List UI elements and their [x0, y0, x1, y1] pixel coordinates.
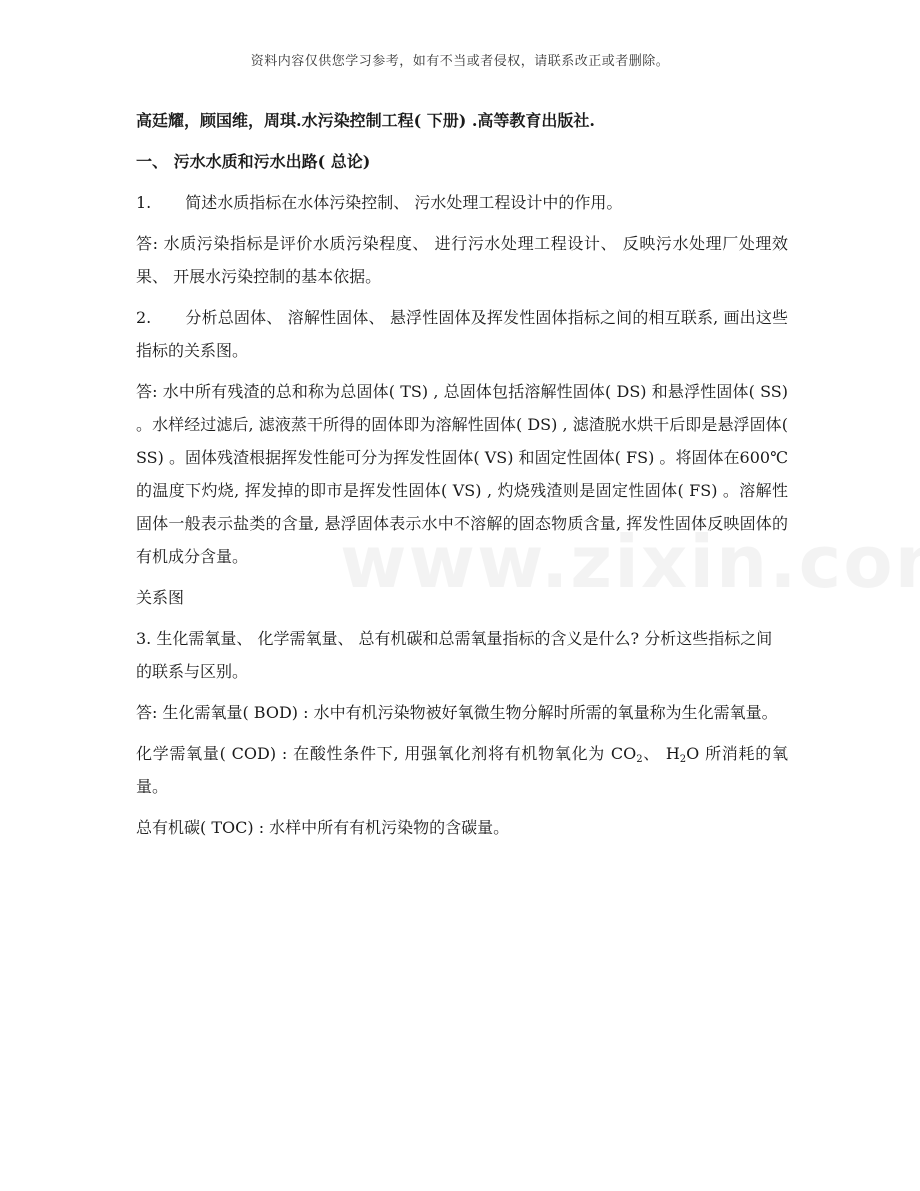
- question-number: 2.: [136, 308, 152, 327]
- question-number: 1.: [136, 193, 152, 212]
- answer-3-bod: 答: 生化需氧量( BOD) : 水中有机污染物被好氧微生物分解时所需的氧量称为生化需氧量。: [136, 703, 778, 722]
- section-heading: 一、 污水水质和污水出路( 总论): [136, 152, 371, 171]
- question-3-continued: 的联系与区别。: [136, 662, 249, 681]
- answer-3-toc: 总有机碳( TOC) : 水样中所有有机污染物的含碳量。: [136, 818, 510, 837]
- answer-3-cod: 化学需氧量( COD) : 在酸性条件下, 用强氧化剂将有机物氧化为 $CO_2$、 $H_2O$ 所消耗的氧量。: [136, 744, 788, 796]
- copyright-notice: 资料内容仅供您学习参考，如有不当或者侵权，请联系改正或者删除。: [250, 54, 670, 69]
- question-2: [136, 301, 788, 367]
- question-text: 分析总固体、 溶解性固体、 悬浮性固体及挥发性固体指标之间的相互联系, 画出这些指标的关系图。: [136, 308, 788, 360]
- diagram-label: 关系图: [136, 588, 185, 607]
- answer-2: 答: 水中所有残渣的总和称为总固体( TS) , 总固体包括溶解性固体( DS) 和悬浮性固体( SS) 。水样经过滤后, 滤液蒸干所得的固体即为溶解性固体( DS) , 滤渣脱水烘干后即是悬浮固体( SS) 。固体残渣根据挥发性能可分为挥发性固体( VS) 和固定性固体( FS) 。将固体在600℃的温度下灼烧, 挥发掉的即市是挥发性固体( VS) , 灼烧残渣则是固定性固体( FS) 。溶解性固体一般表示盐类的含量, 悬浮固体表示水中不溶解的固态物质含量, 挥发性固体反映固体的有机成分含量。: [136, 382, 788, 566]
- document-body: [136, 104, 788, 852]
- question-text: 3. 生化需氧量、 化学需氧量、 总有机碳和总需氧量指标的含义是什么? 分析这些指标之间: [136, 629, 773, 648]
- question-3: [136, 622, 788, 655]
- question-1: [136, 186, 788, 219]
- reference-citation: 高廷耀，顾国维，周琪.水污染控制工程( 下册) .高等教育出版社.: [136, 111, 595, 130]
- question-text: 简述水质指标在水体污染控制、 污水处理工程设计中的作用。: [185, 193, 623, 212]
- answer-1: 答: 水质污染指标是评价水质污染程度、 进行污水处理工程设计、 反映污水处理厂处理效果、 开展水污染控制的基本依据。: [136, 234, 788, 286]
